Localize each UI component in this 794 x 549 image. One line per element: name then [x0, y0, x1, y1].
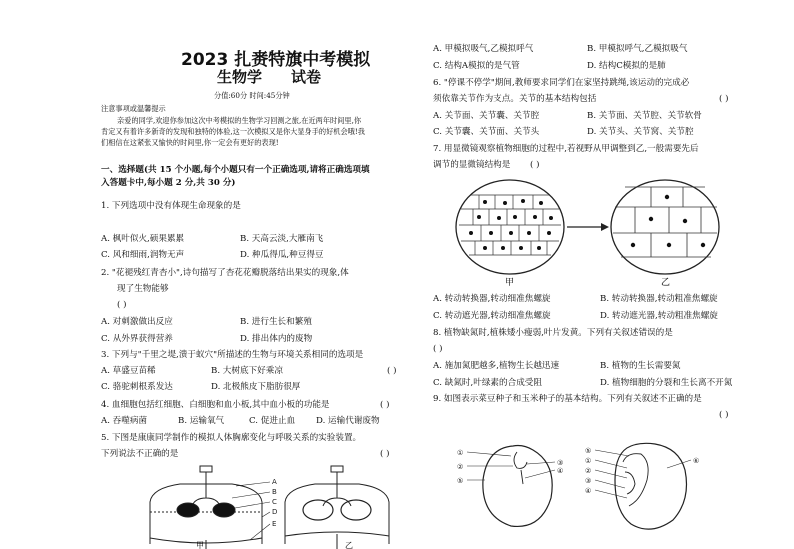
- q6-option-a: A. 关节面、关节囊、关节腔: [433, 111, 540, 121]
- bean-label-4: ④: [557, 467, 564, 475]
- q8-option-b: B. 植物的生长需要氮: [600, 361, 681, 371]
- q4-option-b: B. 运输氧气: [178, 416, 225, 426]
- q3-option-b: B. 大树底下好乘凉: [211, 366, 283, 376]
- corn-label-5: ⑤: [585, 447, 592, 455]
- q8-stem: 8. 植物缺氮时,植株矮小瘦弱,叶片发黄。下列有关叙述错误的是: [433, 328, 673, 338]
- q3-stem: 3. 下列与"千里之堤,溃于蚁穴"所描述的生物与环境关系相同的选项是: [101, 350, 364, 360]
- arrow-jia-to-yi: [567, 223, 609, 231]
- notes-heading: 注意事项或温馨提示: [101, 104, 166, 113]
- q1-option-c: C. 风和细雨,润物无声: [101, 250, 185, 260]
- fig7-label-jia: 甲: [505, 278, 515, 287]
- q3-option-c: C. 骆驼刺根系发达: [101, 382, 173, 392]
- notes-line-2: 肯定又有着许多新奇的发现和独特的体验,这一次模拟又是你大显身手的好机会哦!我: [101, 127, 365, 136]
- q7-microscope-figure: [455, 175, 735, 287]
- q1-option-a: A. 枫叶似火,硕果累累: [101, 234, 185, 244]
- q7-blank: ( ): [530, 160, 540, 170]
- q7-option-d: D. 转动遮光器,转动粗准焦螺旋: [600, 311, 718, 321]
- bean-label-2: ②: [457, 463, 464, 471]
- fig5-letter-d: D: [272, 508, 278, 516]
- q7-option-b: B. 转动转换器,转动粗准焦螺旋: [600, 294, 718, 304]
- q9-stem: 9. 如图表示菜豆种子和玉米种子的基本结构。下列有关叙述不正确的是: [433, 394, 702, 404]
- q2-blank: ( ): [117, 300, 127, 310]
- q5-option-c: C. 结构A模拟的是气管: [433, 61, 520, 71]
- q7-option-a: A. 转动转换器,转动细准焦螺旋: [433, 294, 551, 304]
- corn-label-6: ⑥: [693, 457, 700, 465]
- q1-option-b: B. 天高云淡,大雁南飞: [240, 234, 324, 244]
- q5-stem: 5. 下图是康康同学制作的模拟人体胸廓变化与呼吸关系的实验装置。: [101, 433, 362, 443]
- q6-stem-2: 须依靠关节作为支点。关节的基本结构包括: [433, 94, 597, 104]
- fig5-letter-e: E: [272, 520, 277, 528]
- q5-option-b: B. 甲模拟呼气,乙模拟吸气: [587, 44, 688, 54]
- bean-label-1: ①: [457, 449, 464, 457]
- q6-blank: ( ): [719, 94, 729, 104]
- q3-option-a: A. 草盛豆苗稀: [101, 366, 156, 376]
- q5-apparatus-figure: [140, 462, 400, 549]
- fig5-letter-b: B: [272, 488, 277, 496]
- paper-title: 试卷: [291, 68, 322, 86]
- q2-option-b: B. 进行生长和繁殖: [240, 317, 312, 327]
- q8-blank: ( ): [433, 344, 443, 354]
- score-time: 分值:60分 时间:45分钟: [214, 91, 290, 100]
- q6-option-d: D. 关节头、关节窝、关节腔: [587, 127, 694, 137]
- corn-label-1: ①: [585, 457, 592, 465]
- fig5-letter-labels: [232, 478, 277, 540]
- q2-option-c: C. 从外界获得营养: [101, 334, 173, 344]
- bell-jar-jia: [150, 466, 262, 549]
- q4-blank: ( ): [380, 400, 390, 410]
- bell-jar-yi: [285, 466, 389, 549]
- q4-option-c: C. 促进止血: [249, 416, 296, 426]
- q3-blank: ( ): [387, 366, 397, 376]
- field-of-view-jia: [456, 180, 564, 274]
- q4-option-d: D. 运输代谢废物: [316, 416, 380, 426]
- corn-label-4: ④: [585, 487, 592, 495]
- q8-option-a: A. 施加氮肥越多,植物生长越迅速: [433, 361, 560, 371]
- bean-label-5: ⑤: [457, 477, 464, 485]
- q6-option-b: B. 关节面、关节腔、关节软骨: [587, 111, 702, 121]
- notes-line-3: 们相信在这紧张又愉快的时间里,你一定会有更好的表现!: [101, 138, 279, 147]
- q5-option-d: D. 结构C模拟的是肺: [587, 61, 666, 71]
- q5-stem-2: 下列说法不正确的是: [101, 449, 179, 459]
- field-of-view-yi: [611, 180, 719, 274]
- q5-blank: ( ): [380, 449, 390, 459]
- q2-option-d: D. 排出体内的废物: [240, 334, 313, 344]
- fig5-label-yi: 乙: [345, 541, 353, 549]
- q3-option-d: D. 北极熊皮下脂肪很厚: [211, 382, 301, 392]
- q2-stem: 2. "花褪残红青杏小",诗句描写了杏花花瓣脱落结出果实的现象,体: [101, 268, 349, 278]
- corn-label-3: ③: [585, 477, 592, 485]
- fig5-letter-a: A: [272, 478, 277, 486]
- q8-option-d: D. 植物细胞的分裂和生长离不开氮: [600, 378, 733, 388]
- q9-seed-figure: [455, 440, 725, 540]
- section-heading: 一、选择题(共 15 个小题,每个小题只有一个正确选项,请将正确选项填: [101, 165, 370, 175]
- section-heading-2: 入答题卡中,每小题 2 分,共 30 分): [101, 178, 236, 188]
- q9-blank: ( ): [719, 410, 729, 420]
- q5-option-a: A. 甲模拟吸气,乙模拟呼气: [433, 44, 534, 54]
- q7-stem-2: 调节的显微镜结构是: [433, 160, 511, 170]
- q7-option-c: C. 转动遮光器,转动细准焦螺旋: [433, 311, 551, 321]
- bean-seed-diagram: [457, 446, 563, 527]
- subject-title: 生物学: [217, 68, 263, 86]
- corn-label-2: ②: [585, 467, 592, 475]
- exam-title: 2023 扎赉特旗中考模拟: [181, 50, 371, 70]
- q6-option-c: C. 关节囊、关节面、关节头: [433, 127, 540, 137]
- fig5-label-jia: 甲: [196, 541, 204, 549]
- corn-seed-diagram: [585, 443, 699, 529]
- q1-option-d: D. 种瓜得瓜,种豆得豆: [240, 250, 324, 260]
- q8-option-c: C. 缺氮时,叶绿素的合成受阻: [433, 378, 542, 388]
- q1-stem: 1. 下列选项中没有体现生命现象的是: [101, 201, 241, 211]
- fig5-letter-c: C: [272, 498, 277, 506]
- q2-stem-2: 现了生物能够: [117, 284, 169, 294]
- q6-stem: 6. "停课不停学"期间,教师要求同学们在家坚持跳绳,该运动的完成必: [433, 78, 690, 88]
- bean-label-3: ③: [557, 459, 564, 467]
- notes-line-1: 亲爱的同学,欢迎你参加这次中考模拟的生物学习回测之旅,在近两年时间里,你: [117, 116, 362, 125]
- q4-stem: 4. 血细胞包括红细胞、白细胞和血小板,其中血小板的功能是: [101, 400, 330, 410]
- fig7-label-yi: 乙: [661, 278, 671, 287]
- q2-option-a: A. 对刺激做出反应: [101, 317, 173, 327]
- q4-option-a: A. 吞噬病菌: [101, 416, 148, 426]
- q7-stem: 7. 用显微镜观察植物细胞的过程中,若视野从甲调整到乙,一般需要先后: [433, 144, 699, 154]
